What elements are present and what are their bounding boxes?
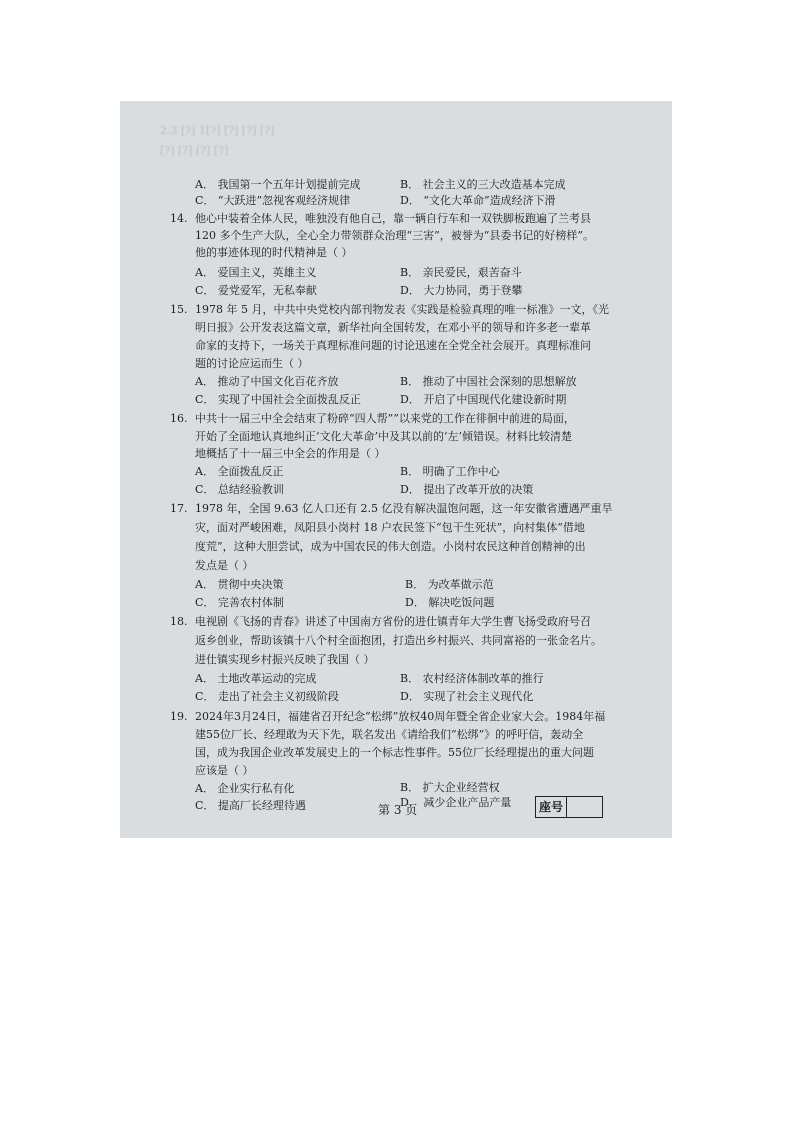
question-number: 19. bbox=[170, 710, 188, 723]
q15-option-b: B． 推动了中国社会深刻的思想解放 bbox=[400, 375, 577, 388]
seat-number-box[interactable] bbox=[535, 796, 603, 818]
q14-option-b: B． 亲民爱民，艰苦奋斗 bbox=[400, 266, 522, 279]
q16-option-b: B． 明确了工作中心 bbox=[400, 465, 500, 478]
q13-option-b: B． 社会主义的三大改造基本完成 bbox=[400, 178, 566, 191]
question-text: 他的事迹体现的时代精神是（ ） bbox=[195, 246, 353, 259]
q16-option-a: A． 全面拨乱反正 bbox=[195, 465, 284, 478]
question-text: 题的讨论应运而生（ ） bbox=[195, 357, 309, 370]
question-number: 16. bbox=[170, 412, 188, 425]
q19-option-a: A． 企业实行私有化 bbox=[195, 782, 295, 795]
q18-option-d: D． 实现了社会主义现代化 bbox=[400, 690, 534, 703]
question-text: 返乡创业，帮助该镇十八个村全面抱团，打造出乡村振兴、共同富裕的一张金名片。 bbox=[195, 634, 602, 647]
q18-option-b: B． 农村经济体制改革的推行 bbox=[400, 672, 544, 685]
question-text: 命家的支持下，一场关于真理标准问题的讨论迅速在全党全社会展开。真理标准问 bbox=[195, 339, 591, 352]
q15-option-d: D． 开启了中国现代化建设新时期 bbox=[400, 393, 567, 406]
q17-option-c: C． 完善农村体制 bbox=[195, 596, 284, 609]
q19-option-d: D． 减少企业产品产量 bbox=[400, 796, 512, 809]
question-number: 17. bbox=[170, 502, 188, 515]
page-number: 第 3 页 bbox=[378, 803, 418, 817]
question-text: 灾，面对严峻困难，凤阳县小岗村 18 户农民签下“包干生死状”，向村集体“借地 bbox=[195, 521, 585, 534]
question-number: 15. bbox=[170, 303, 188, 316]
seat-label: 座号 bbox=[536, 797, 567, 817]
question-text: 明日报》公开发表这篇文章，新华社向全国转发，在邓小平的领导和许多老一辈革 bbox=[195, 321, 591, 334]
q14-option-a: A． 爱国主义，英雄主义 bbox=[195, 266, 317, 279]
scanned-page bbox=[120, 101, 672, 838]
q15-option-c: C． 实现了中国社会全面拨乱反正 bbox=[195, 393, 361, 406]
q13-option-c: C． “大跃进”忽视客观经济规律 bbox=[195, 194, 351, 207]
q14-option-c: C． 爱党爱军，无私奉献 bbox=[195, 284, 317, 297]
question-text: 建55位厂长、经理敢为天下先，联名发出《请给我们“松绑”》的呼吁信，轰动全 bbox=[195, 728, 584, 741]
question-text: 120 多个生产大队，全心全力带领群众治理“三害”，被誉为“县委书记的好榜样”。 bbox=[195, 229, 594, 242]
q15-option-a: A． 推动了中国文化百花齐放 bbox=[195, 375, 339, 388]
q13-option-a: A． 我国第一个五年计划提前完成 bbox=[195, 178, 361, 191]
q18-option-c: C． 走出了社会主义初级阶段 bbox=[195, 690, 339, 703]
q16-option-d: D． 提出了改革开放的决策 bbox=[400, 483, 534, 496]
q17-option-a: A． 贯彻中央决策 bbox=[195, 578, 284, 591]
question-text: 发点是（ ） bbox=[195, 559, 254, 572]
question-text: 进仕镇实现乡村振兴反映了我国（ ） bbox=[195, 653, 375, 666]
question-text: 1978 年 5 月，中共中央党校内部刊物发表《实践是检验真理的唯一标准》一文，《光 bbox=[195, 303, 609, 316]
q14-option-d: D． 大力协同，勇于登攀 bbox=[400, 284, 523, 297]
question-text: 他心中装着全体人民，唯独没有他自己，靠一辆自行车和一双铁脚板跑遍了兰考县 bbox=[195, 212, 591, 225]
question-text: 国，成为我国企业改革发展史上的一个标志性事件。55位厂长经理提出的重大问题 bbox=[195, 746, 594, 759]
q13-option-d: D． “文化大革命”造成经济下滑 bbox=[400, 194, 556, 207]
q17-option-b: B． 为改革做示范 bbox=[405, 578, 494, 591]
question-text: 电视剧《飞扬的青春》讲述了中国南方省份的进仕镇青年大学生曹飞扬受政府号召 bbox=[195, 615, 591, 628]
q16-option-c: C． 总结经验教训 bbox=[195, 483, 284, 496]
question-text: 地概括了十一届三中全会的作用是（ ） bbox=[195, 447, 386, 460]
question-number: 14. bbox=[170, 212, 188, 225]
bleed-through-text: [?] [?] [?] [?] bbox=[160, 144, 229, 157]
seat-number-field[interactable] bbox=[567, 797, 602, 817]
bleed-through-text: 2.3 [?] 1[?] [?] [?] [?] bbox=[160, 124, 275, 137]
q18-option-a: A． 土地改革运动的完成 bbox=[195, 672, 317, 685]
question-text: 1978 年，全国 9.63 亿人口还有 2.5 亿没有解决温饱问题，这一年安徽省遭遇严重旱 bbox=[195, 502, 613, 515]
q19-option-b: B． 扩大企业经营权 bbox=[400, 781, 500, 794]
question-text: 应该是（ ） bbox=[195, 764, 254, 777]
question-text: 开始了全面地认真地纠正‘文化大革命’中及其以前的‘左’倾错误。材料比较清楚 bbox=[195, 430, 572, 443]
question-number: 18. bbox=[170, 615, 188, 628]
q17-option-d: D． 解决吃饭问题 bbox=[405, 596, 495, 609]
question-text: 度荒”，这种大胆尝试，成为中国农民的伟大创造。小岗村农民这种首创精神的出 bbox=[195, 540, 586, 553]
q19-option-c: C． 提高厂长经理待遇 bbox=[195, 799, 306, 812]
question-text: 中共十一届三中全会结束了粉碎“四人帮””以来党的工作在徘徊中前进的局面， bbox=[195, 412, 575, 425]
question-text: 2024年3月24日，福建省召开纪念“松绑”放权40周年暨全省企业家大会。1984年福 bbox=[195, 710, 606, 723]
